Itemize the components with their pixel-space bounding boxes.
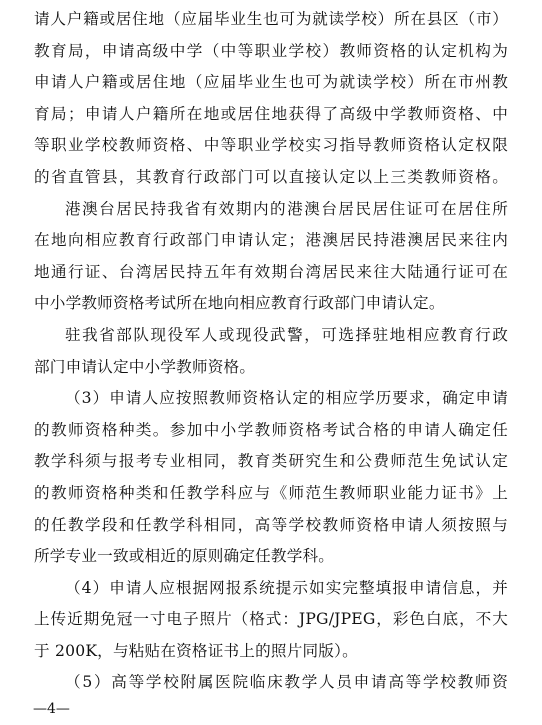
paragraph-start-line: （4）申请人应根据网报系统提示如实完整填报申请信息，并 (65, 578, 508, 597)
paragraph-start-line: 港澳台居民持我省有效期内的港澳台居民居住证可在居住所 (65, 199, 508, 218)
document-body (34, 4, 508, 699)
paragraph-start-line: （3）申请人应按照教师资格认定的相应学历要求，确定申请 (65, 389, 508, 408)
text-line: 中小学教师资格考试所在地向相应教育行政部门申请认定。 (34, 294, 445, 313)
text-line: 请人户籍或居住地（应届毕业生也可为就读学校）所在县区（市） (34, 10, 508, 28)
text-line: 申请人户籍或居住地（应届毕业生也可为就读学校）所在市州教 (34, 73, 508, 92)
text-line: 部门申请认定中小学教师资格。 (34, 357, 256, 376)
paragraph-start-line: （5）高等学校附属医院临床教学人员申请高等学校教师资 (65, 673, 508, 692)
page-number: —4— (33, 701, 70, 717)
text-line: 在地向相应教育行政部门申请认定；港澳居民持港澳居民来往内 (34, 231, 508, 250)
paragraph-start-line: 驻我省部队现役军人或现役武警，可选择驻地相应教育行政 (65, 325, 508, 344)
text-line: 教育局，申请高级中学（中等职业学校）教师资格的认定机构为 (34, 41, 508, 60)
text-line: 上传近期免冠一寸电子照片（格式：JPG/JPEG，彩色白底，不大 (34, 610, 508, 629)
text-line: 的省直管县，其教育行政部门可以直接认定以上三类教师资格。 (34, 167, 508, 186)
text-line: 地通行证、台湾居民持五年有效期台湾居民来往大陆通行证可在 (34, 262, 508, 281)
text-line: 的教师资格种类。参加中小学教师资格考试合格的申请人确定任 (34, 420, 508, 439)
text-line: 所学专业一致或相近的原则确定任教学科。 (34, 547, 335, 566)
text-line: 的任教学段和任教学科相同，高等学校教师资格申请人须按照与 (34, 515, 508, 534)
text-line: 的教师资格种类和任教学科应与《师范生教师职业能力证书》上 (34, 483, 508, 502)
text-line: 等职业学校教师资格、中等职业学校实习指导教师资格认定权限 (34, 136, 508, 155)
text-line: 教学科须与报考专业相同，教育类研究生和公费师范生免试认定 (34, 452, 508, 471)
text-line: 于 200K，与粘贴在资格证书上的照片同版）。 (34, 641, 358, 660)
text-line: 育局；申请人户籍所在地或居住地获得了高级中学教师资格、中 (34, 104, 508, 123)
